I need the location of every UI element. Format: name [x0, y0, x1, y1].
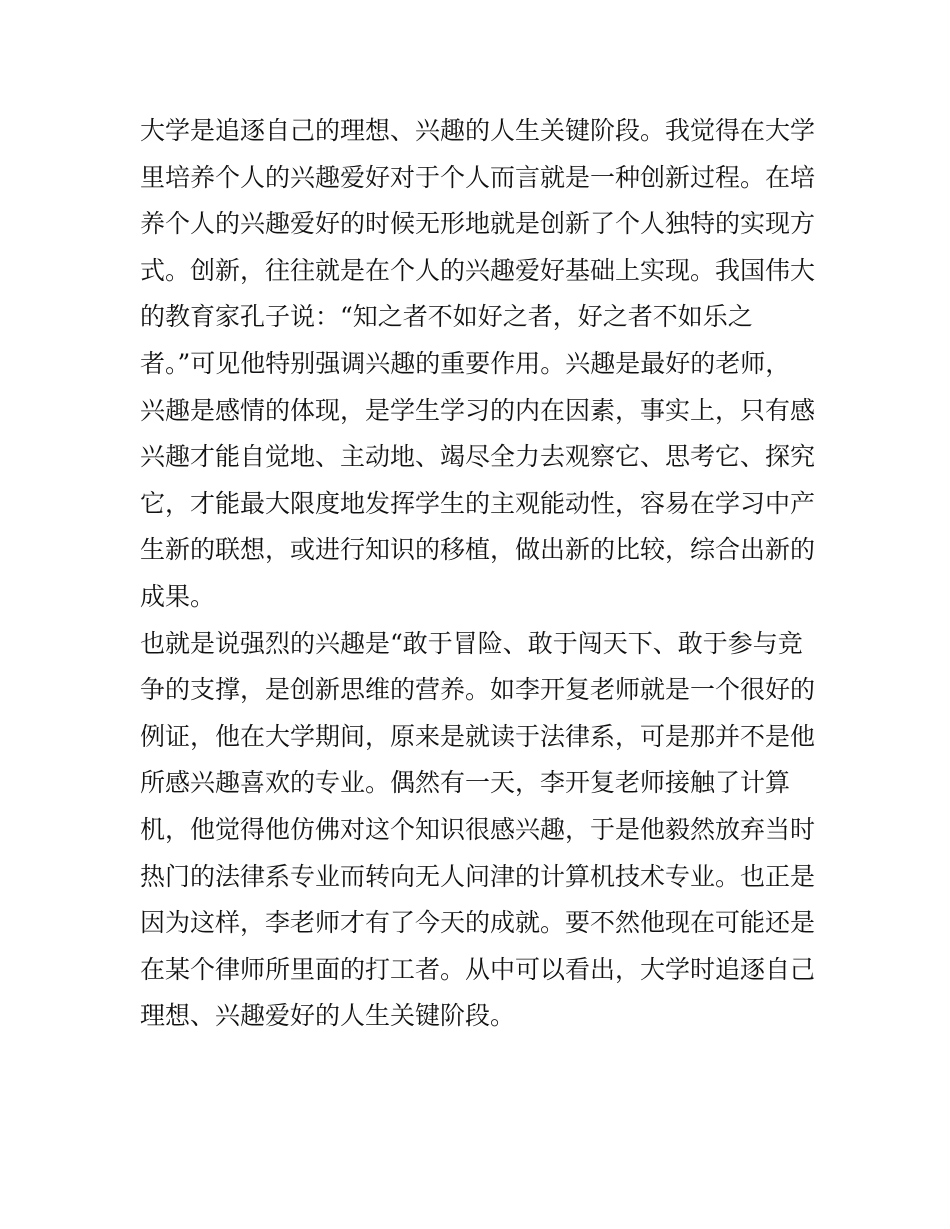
text-line: 成果。 [140, 581, 216, 611]
text-line: 机，他觉得他仿佛对这个知识很感兴趣，于是他毅然放弃当时 [140, 814, 816, 844]
text-line: 式。创新，往往就是在个人的兴趣爱好基础上实现。我国伟大 [140, 255, 816, 285]
text-line: 者。”可见他特别强调兴趣的重要作用。兴趣是最好的老师， [140, 348, 791, 378]
text-line: 理想、兴趣爱好的人生关键阶段。 [140, 1001, 516, 1031]
essay-body [140, 108, 820, 1040]
text-line: 因为这样，李老师才有了今天的成就。要不然他现在可能还是 [140, 908, 816, 938]
paragraph-1 [140, 108, 820, 621]
text-line: 例证，他在大学期间，原来是就读于法律系，可是那并不是他 [140, 721, 816, 751]
paragraph-2 [140, 621, 820, 1040]
text-line: 它，才能最大限度地发挥学生的主观能动性，容易在学习中产 [140, 488, 816, 518]
text-line: 里培养个人的兴趣爱好对于个人而言就是一种创新过程。在培 [140, 162, 816, 192]
text-line: 生新的联想，或进行知识的移植，做出新的比较，综合出新的 [140, 535, 816, 565]
text-line: 争的支撑，是创新思维的营养。如李开复老师就是一个很好的 [140, 675, 816, 705]
text-line: 兴趣是感情的体现，是学生学习的内在因素，事实上，只有感 [140, 395, 816, 425]
text-line: 兴趣才能自觉地、主动地、竭尽全力去观察它、思考它、探究 [140, 442, 816, 472]
text-line: 养个人的兴趣爱好的时候无形地就是创新了个人独特的实现方 [140, 209, 816, 239]
text-line: 热门的法律系专业而转向无人问津的计算机技术专业。也正是 [140, 861, 816, 891]
text-line: 大学是追逐自己的理想、兴趣的人生关键阶段。我觉得在大学 [140, 116, 816, 145]
text-line: 在某个律师所里面的打工者。从中可以看出，大学时追逐自己 [140, 954, 816, 984]
text-line: 的教育家孔子说：“知之者不如好之者，好之者不如乐之 [140, 302, 753, 332]
text-line: 也就是说强烈的兴趣是“敢于冒险、敢于闯天下、敢于参与竞 [140, 628, 803, 658]
text-line: 所感兴趣喜欢的专业。偶然有一天，李开复老师接触了计算 [140, 768, 791, 798]
